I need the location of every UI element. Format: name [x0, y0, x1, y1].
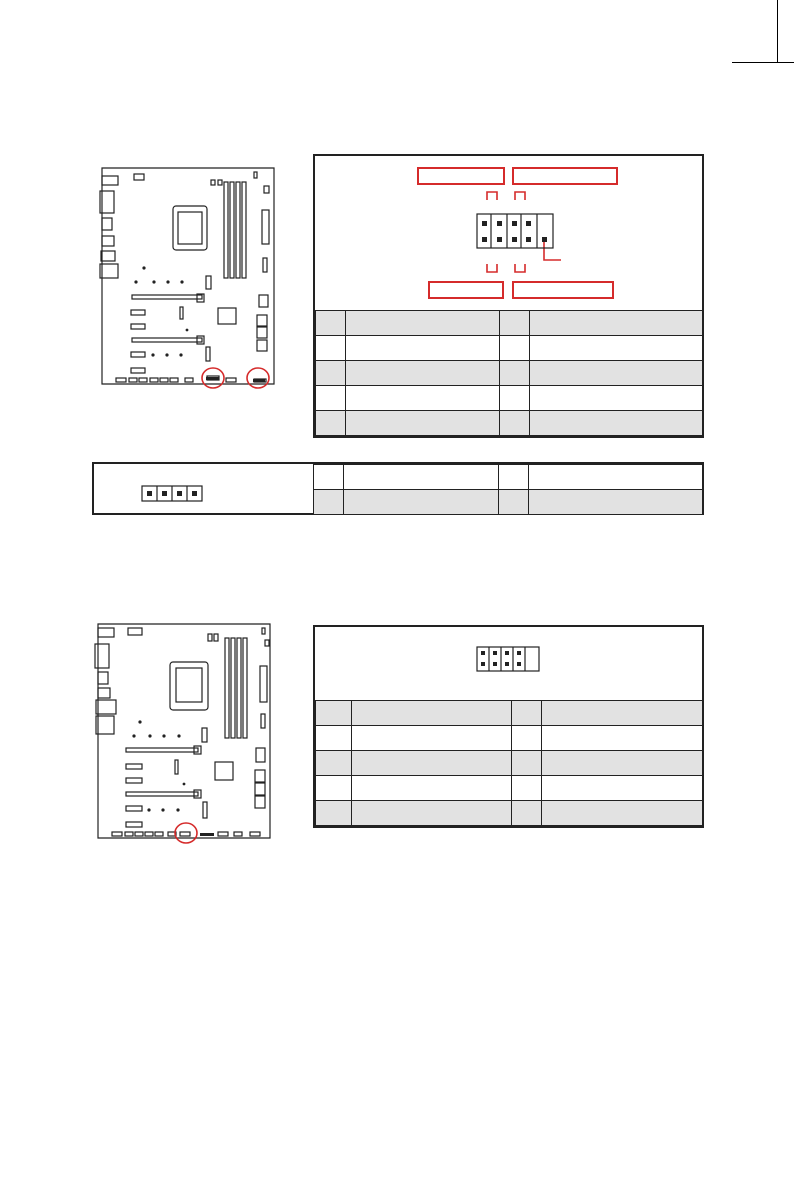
table-header-cell [542, 701, 703, 726]
crop-mark-horizontal [732, 62, 794, 63]
table-row [316, 411, 703, 436]
table-cell [314, 490, 344, 515]
table-header-cell [346, 311, 500, 336]
table-row [316, 801, 703, 826]
four-pin-header-icon [141, 484, 205, 504]
table-header-cell [316, 701, 352, 726]
table-row [314, 465, 703, 490]
table-cell [316, 361, 346, 386]
table-cell [530, 411, 703, 436]
table-cell [499, 490, 529, 515]
table-cell [316, 801, 352, 826]
table-cell [346, 386, 500, 411]
table-cell [512, 751, 542, 776]
motherboard-diagram-icon [90, 620, 275, 848]
table-cell [529, 465, 703, 490]
table-cell [512, 801, 542, 826]
motherboard-diagram-icon [96, 160, 281, 392]
four-pin-connector-panel [92, 462, 704, 515]
table-cell [352, 801, 512, 826]
table-header-cell [316, 311, 346, 336]
table-cell [314, 465, 344, 490]
pin-definition-table-2 [315, 700, 703, 826]
table-cell [499, 465, 529, 490]
pin-header-icon [475, 645, 543, 675]
table-cell [500, 386, 530, 411]
table-cell [344, 465, 499, 490]
table-cell [542, 801, 703, 826]
table-cell [316, 336, 346, 361]
pin-definition-table-1 [315, 310, 703, 436]
table-header-cell [352, 701, 512, 726]
table-cell [316, 411, 346, 436]
table-cell [316, 726, 352, 751]
table-row [316, 386, 703, 411]
table-cell [344, 490, 499, 515]
table-cell [346, 336, 500, 361]
four-pin-table [313, 464, 703, 515]
table-cell [352, 726, 512, 751]
table-cell [316, 386, 346, 411]
table-header-cell [530, 311, 703, 336]
pin-header-icon [465, 184, 575, 284]
table-cell [500, 411, 530, 436]
pin-header-panel-1 [313, 154, 704, 438]
table-cell [512, 726, 542, 751]
pin-label-top-left [417, 167, 505, 185]
table-cell [542, 751, 703, 776]
table-cell [316, 776, 352, 801]
table-row [316, 361, 703, 386]
table-cell [542, 776, 703, 801]
table-cell [346, 361, 500, 386]
table-cell [542, 726, 703, 751]
crop-mark-vertical [777, 0, 778, 62]
table-cell [316, 751, 352, 776]
table-row [314, 490, 703, 515]
table-cell [500, 336, 530, 361]
table-cell [352, 751, 512, 776]
table-row [316, 751, 703, 776]
table-cell [530, 361, 703, 386]
table-cell [530, 386, 703, 411]
table-cell [500, 361, 530, 386]
table-row [316, 776, 703, 801]
table-cell [530, 336, 703, 361]
table-row [316, 726, 703, 751]
table-header-cell [512, 701, 542, 726]
pin-header-panel-2 [313, 625, 704, 828]
table-header-cell [500, 311, 530, 336]
table-row [316, 336, 703, 361]
table-cell [352, 776, 512, 801]
table-cell [346, 411, 500, 436]
table-cell [512, 776, 542, 801]
pin-label-top-right [512, 167, 618, 185]
table-cell [529, 490, 703, 515]
